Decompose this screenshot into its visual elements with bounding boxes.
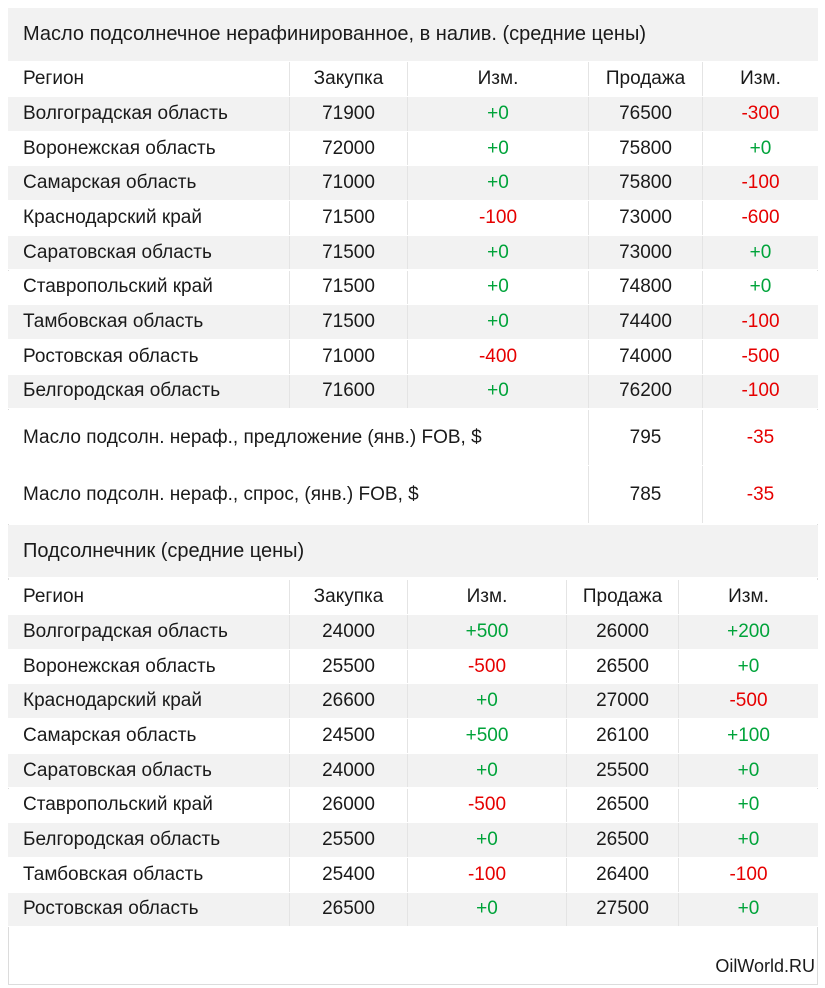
region-cell: Воронежская область <box>8 650 290 684</box>
purchase-change-cell: +0 <box>408 823 567 857</box>
fob-row <box>8 410 818 466</box>
oil-table-row <box>8 375 818 410</box>
sale-cell: 27000 <box>567 684 679 718</box>
sale-cell: 75800 <box>589 166 703 200</box>
sale-cell: 74800 <box>589 271 703 305</box>
sale-change-cell: +0 <box>749 137 772 159</box>
sale-change-cell: +200 <box>727 620 770 642</box>
seed-table-row <box>8 893 818 928</box>
header-region: Регион <box>8 62 290 96</box>
seed-section-title: Подсолнечник (средние цены) <box>23 539 305 562</box>
seed-table-row <box>8 823 818 858</box>
sale-change-cell: -600 <box>741 206 780 228</box>
purchase-cell: 71000 <box>290 340 408 374</box>
purchase-change-cell: +500 <box>408 615 567 649</box>
purchase-cell: 71500 <box>290 201 408 235</box>
sale-change-cell: -100 <box>741 172 780 194</box>
region-cell: Белгородская область <box>8 823 290 857</box>
region-cell: Ставропольский край <box>8 789 290 823</box>
purchase-change-cell: -400 <box>408 340 589 374</box>
oil-table-row <box>8 201 818 236</box>
fob-price-cell: 785 <box>589 466 703 523</box>
purchase-cell: 71500 <box>290 271 408 305</box>
seed-table-row <box>8 789 818 824</box>
oil-table-row <box>8 271 818 306</box>
sale-cell: 73000 <box>589 201 703 235</box>
sale-change-cell: -500 <box>741 345 780 367</box>
sale-change-cell: -300 <box>741 102 780 124</box>
purchase-cell: 26500 <box>290 893 408 927</box>
purchase-change-cell: +0 <box>408 684 567 718</box>
fob-label-cell: Масло подсолн. нераф., предложение (янв.) FOB, $ <box>8 410 589 465</box>
oil-header-row <box>8 62 818 97</box>
sale-cell: 75800 <box>589 132 703 166</box>
sale-change-cell: +0 <box>749 276 772 298</box>
purchase-change-cell: +0 <box>408 305 589 339</box>
purchase-change-cell: +0 <box>408 893 567 927</box>
purchase-change-cell: +0 <box>408 132 589 166</box>
purchase-cell: 24500 <box>290 719 408 753</box>
purchase-change-cell: -100 <box>408 858 567 892</box>
sale-change-cell: -100 <box>741 380 780 402</box>
purchase-cell: 71500 <box>290 305 408 339</box>
fob-change-cell: -35 <box>746 483 775 505</box>
seed-table-row <box>8 719 818 754</box>
sale-change-cell: +100 <box>727 724 770 746</box>
header-sale: Продажа <box>567 580 679 614</box>
sale-cell: 73000 <box>589 236 703 270</box>
sale-change-cell: +0 <box>737 898 760 920</box>
header-sale: Продажа <box>589 62 703 96</box>
sale-cell: 26500 <box>567 789 679 823</box>
region-cell: Волгоградская область <box>8 97 290 131</box>
sale-change-cell: +0 <box>737 655 760 677</box>
purchase-cell: 72000 <box>290 132 408 166</box>
sale-cell: 26500 <box>567 650 679 684</box>
sale-change-cell: +0 <box>749 241 772 263</box>
purchase-change-cell: +0 <box>408 375 589 409</box>
sale-cell: 26500 <box>567 823 679 857</box>
oil-section-title-row <box>8 8 818 62</box>
region-cell: Краснодарский край <box>8 684 290 718</box>
sale-cell: 76500 <box>589 97 703 131</box>
oil-table-row <box>8 236 818 271</box>
sale-change-cell: -100 <box>729 863 768 885</box>
sale-cell: 76200 <box>589 375 703 409</box>
purchase-change-cell: -500 <box>408 789 567 823</box>
region-cell: Волгоградская область <box>8 615 290 649</box>
region-cell: Саратовская область <box>8 236 290 270</box>
purchase-cell: 71600 <box>290 375 408 409</box>
oil-table-row <box>8 97 818 132</box>
purchase-cell: 24000 <box>290 754 408 788</box>
purchase-cell: 24000 <box>290 615 408 649</box>
brand-label: OilWorld.RU <box>715 956 815 976</box>
sale-change-cell: +0 <box>737 829 760 851</box>
purchase-cell: 26600 <box>290 684 408 718</box>
purchase-cell: 25500 <box>290 823 408 857</box>
fob-row <box>8 466 818 524</box>
seed-table-row <box>8 650 818 685</box>
purchase-change-cell: +0 <box>408 97 589 131</box>
header-purchase: Закупка <box>290 62 408 96</box>
purchase-change-cell: +0 <box>408 166 589 200</box>
sale-cell: 26100 <box>567 719 679 753</box>
seed-table-row <box>8 684 818 719</box>
header-region: Регион <box>8 580 290 614</box>
oil-table-row <box>8 132 818 167</box>
header-sale-change: Изм. <box>740 67 781 89</box>
header-purchase: Закупка <box>290 580 408 614</box>
sale-cell: 74400 <box>589 305 703 339</box>
region-cell: Ставропольский край <box>8 271 290 305</box>
sale-cell: 25500 <box>567 754 679 788</box>
seed-header-row <box>8 580 818 615</box>
oil-table-row <box>8 305 818 340</box>
purchase-cell: 71000 <box>290 166 408 200</box>
seed-table-row <box>8 858 818 893</box>
region-cell: Самарская область <box>8 719 290 753</box>
fob-label-cell: Масло подсолн. нераф., спрос, (янв.) FOB, $ <box>8 466 589 523</box>
seed-section-title-row <box>8 525 818 578</box>
sale-cell: 26400 <box>567 858 679 892</box>
header-sale-change: Изм. <box>728 585 769 607</box>
header-purchase-change: Изм. <box>408 62 589 96</box>
purchase-change-cell: -100 <box>408 201 589 235</box>
purchase-cell: 25500 <box>290 650 408 684</box>
purchase-change-cell: +0 <box>408 754 567 788</box>
purchase-change-cell: +500 <box>408 719 567 753</box>
purchase-change-cell: -500 <box>408 650 567 684</box>
sale-cell: 26000 <box>567 615 679 649</box>
region-cell: Ростовская область <box>8 893 290 927</box>
purchase-change-cell: +0 <box>408 236 589 270</box>
region-cell: Ростовская область <box>8 340 290 374</box>
region-cell: Тамбовская область <box>8 305 290 339</box>
oil-section-title: Масло подсолнечное нерафинированное, в налив. (средние цены) <box>23 23 646 45</box>
fob-price-cell: 795 <box>589 410 703 465</box>
purchase-cell: 71900 <box>290 97 408 131</box>
sale-change-cell: +0 <box>737 794 760 816</box>
region-cell: Белгородская область <box>8 375 290 409</box>
seed-table-row <box>8 615 818 650</box>
sale-change-cell: +0 <box>737 759 760 781</box>
region-cell: Саратовская область <box>8 754 290 788</box>
sale-change-cell: -500 <box>729 690 768 712</box>
purchase-change-cell: +0 <box>408 271 589 305</box>
oil-table-row <box>8 166 818 201</box>
seed-table-row <box>8 754 818 789</box>
header-purchase-change: Изм. <box>408 580 567 614</box>
sale-cell: 27500 <box>567 893 679 927</box>
sale-change-cell: -100 <box>741 311 780 333</box>
purchase-cell: 26000 <box>290 789 408 823</box>
purchase-cell: 25400 <box>290 858 408 892</box>
region-cell: Тамбовская область <box>8 858 290 892</box>
region-cell: Краснодарский край <box>8 201 290 235</box>
region-cell: Воронежская область <box>8 132 290 166</box>
purchase-cell: 71500 <box>290 236 408 270</box>
sale-cell: 74000 <box>589 340 703 374</box>
oil-table-row <box>8 340 818 375</box>
fob-change-cell: -35 <box>746 426 775 448</box>
region-cell: Самарская область <box>8 166 290 200</box>
